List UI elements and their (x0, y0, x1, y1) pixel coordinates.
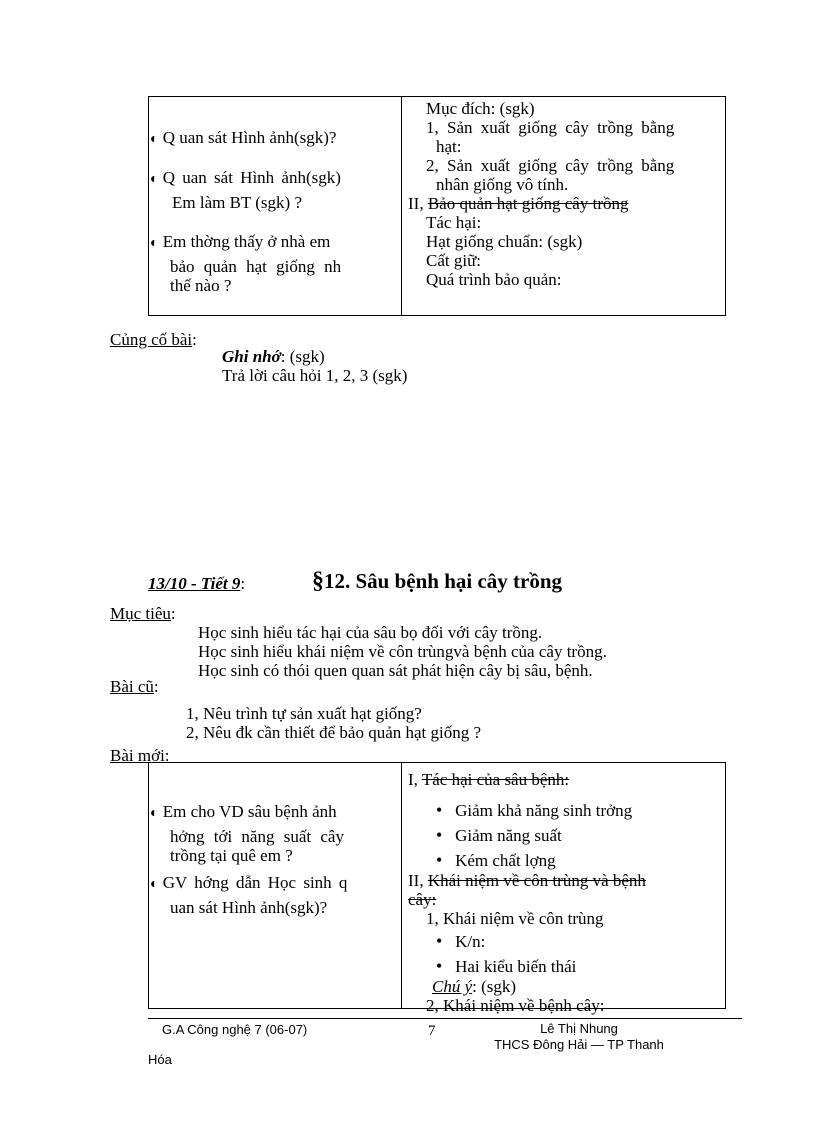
footer-right: Lê Thị Nhung THCS Đông Hải — TP Thanh (494, 1021, 664, 1052)
footer-bottom: Hóa (148, 1052, 172, 1067)
lesson-date: 13/10 - Tiết 9: (148, 574, 246, 593)
bai-cu-heading: Bài cũ: (110, 677, 159, 696)
section-heading: II, Khái niệm về côn trùng và bệnh (408, 871, 646, 890)
list-item: • Kém chất lợng (436, 850, 556, 870)
question-2: ◐ GV hớng dẫn Học sinh q uan sát Hình ảnh(sgk)? (150, 873, 348, 917)
ghi-nho: Ghi nhớ: (sgk) (222, 347, 325, 366)
section-heading: I, Tác hại của sâu bệnh: (408, 770, 570, 789)
half-circle-bullet-icon: ◐ (150, 172, 159, 187)
list-item: • Giảm năng suất (436, 825, 562, 845)
list-item: 2, Nêu đk cần thiết để bảo quản hạt giống ? (186, 723, 482, 742)
section-heading: II, Bảo quản hạt giống cây trồng (408, 194, 629, 213)
list-item: Học sinh hiểu tác hại của sâu bọ đối với cây trồng. (198, 623, 543, 642)
table-1-divider (401, 96, 402, 316)
footer-left: G.A Công nghệ 7 (06-07) (162, 1022, 308, 1037)
table-2-right-cell: I, Tác hại của sâu bệnh: • Giảm khả năng sinh trởng • Giảm năng suất • Kém chất lợng II, Khái niệm về côn trùng và bệnh cây: 1, Khái niệm về côn trùng • K/n: • Hai kiểu biến thái Chú ý: (sgk) 2, Khái niệm về bệnh cây: (408, 770, 720, 1015)
half-circle-bullet-icon: ◐ (150, 877, 159, 892)
lesson-title: §12. Sâu bệnh hại cây trồng (312, 568, 563, 594)
muc-tieu-heading: Mục tiêu: (110, 604, 176, 623)
bullet-icon: • (436, 825, 443, 845)
list-item: Học sinh có thói quen quan sát phát hiện cây bị sâu, bệnh. (198, 661, 593, 680)
bai-cu-list (186, 704, 481, 742)
table-2-left-cell (150, 802, 400, 917)
note: Chú ý: (sgk) (432, 977, 517, 996)
list-item: Học sinh hiểu khái niệm về côn trùngvà bệnh của cây trồng. (198, 642, 607, 661)
bai-moi-heading: Bài mới: (110, 746, 170, 765)
page-number: 7 (428, 1023, 436, 1039)
cung-co-heading: Củng cố bài: (110, 330, 197, 349)
footer-rule (148, 1018, 742, 1019)
bullet-icon: • (436, 800, 443, 820)
bullet-icon: • (436, 931, 443, 951)
half-circle-bullet-icon: ◐ (150, 236, 159, 251)
question-2: ◐ Q uan sát Hình ảnh(sgk) Em làm BT (sgk) ? (150, 168, 341, 212)
bullet-icon: • (436, 956, 443, 976)
list-item: • Hai kiểu biến thái (436, 956, 577, 976)
question-1: ◐ Em cho VD sâu bệnh ảnh hởng tới năng suất cây trồng tại quê em ? (150, 802, 344, 865)
table-2-divider (401, 762, 402, 1009)
question-3: ◐ Em thờng thấy ở nhà em bảo quản hạt giống nh thế nào ? (150, 232, 342, 295)
list-item: 1, Nêu trình tự sản xuất hạt giống? (186, 704, 422, 723)
table-1-right-cell: Mục đích: (sgk) 1, Sản xuất giống cây trồng bằng hạt: 2, Sản xuất giống cây trồng bằng nhân giống vô tính. II, Bảo quản hạt giống cây trồng Tác hại: Hạt giống chuẩn: (sgk) Cất giữ: Quá trình bảo quản: (408, 99, 720, 289)
tra-loi: Trả lời câu hỏi 1, 2, 3 (sgk) (222, 366, 408, 385)
bullet-icon: • (436, 850, 443, 870)
list-item: • K/n: (436, 931, 486, 951)
list-item: • Giảm khả năng sinh trởng (436, 800, 633, 820)
half-circle-bullet-icon: ◐ (150, 132, 159, 147)
muc-tieu-list (198, 623, 607, 680)
question-1: ◐ Q uan sát Hình ảnh(sgk)? (150, 128, 337, 147)
half-circle-bullet-icon: ◐ (150, 806, 159, 821)
